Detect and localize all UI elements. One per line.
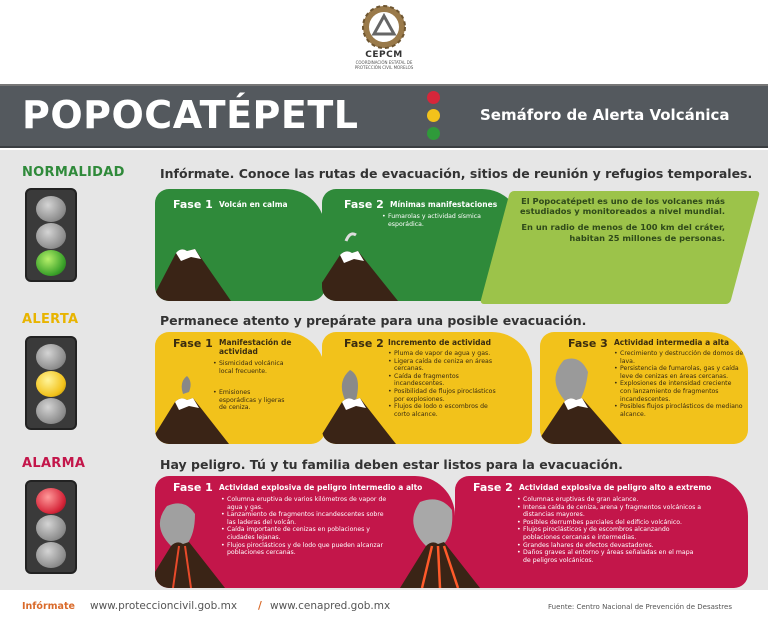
- list-item: • Columna eruptiva de varios kilómetros de vapor de agua y gas.: [221, 496, 391, 511]
- phase-title: Fase 1: [173, 481, 213, 494]
- phase-title: Fase 2: [344, 337, 384, 350]
- list-item: • Flujos piroclásticos y de escombros alcanzando poblaciones cercanas e intermedias.: [517, 526, 702, 541]
- info-text: [520, 196, 725, 243]
- logo-subtitle: COORDINACIÓN ESTATAL DE PROTECCIÓN CIVIL MORELOS: [354, 60, 414, 70]
- phase-items: [382, 213, 482, 228]
- yellow-light-icon: [427, 109, 440, 122]
- phase-card-alarma-2: [455, 476, 748, 588]
- phase-card-normalidad-1: [155, 189, 325, 301]
- lamp-off-icon: [36, 344, 66, 370]
- list-item: • Posibilidad de flujos piroclásticos por explosiones.: [388, 388, 496, 403]
- list-item: • Flujos piroclásticos y de lodo que pueden alcanzar poblaciones cercanas.: [221, 542, 391, 557]
- phase-subtitle: Actividad explosiva de peligro intermedio a alto: [219, 483, 423, 492]
- volcano-icon: [322, 227, 398, 301]
- phase-subtitle: Manifestación de actividad: [219, 338, 292, 356]
- phase-card-alerta-3: [540, 332, 748, 444]
- cepcm-logo: [350, 4, 418, 76]
- lamp-off-icon: [36, 223, 66, 249]
- lamp-red-icon: [36, 488, 66, 514]
- green-light-icon: [427, 127, 440, 140]
- lamp-off-icon: [36, 515, 66, 541]
- phase-items: [614, 350, 744, 418]
- section-headline-alerta: Permanece atento y prepárate para una posible evacuación.: [160, 313, 587, 328]
- list-item: • Explosiones de intensidad creciente con lanzamiento de fragmentos incandescentes.: [614, 380, 744, 403]
- footer-source: Fuente: Centro Nacional de Prevención de Desastres: [548, 603, 732, 611]
- lamp-off-icon: [36, 542, 66, 568]
- lamp-green-icon: [36, 250, 66, 276]
- page-title: POPOCATÉPETL: [22, 93, 359, 137]
- info-paragraph-2: En un radio de menos de 100 km del cráter, habitan 25 millones de personas.: [521, 222, 725, 243]
- list-item: • Posibles derrumbes parciales del edificio volcánico.: [517, 519, 702, 527]
- list-item: • Caída de fragmentos incandescentes.: [388, 373, 496, 388]
- info-paragraph-1: El Popocatépetl es uno de los volcanes más estudiados y monitoreados a nivel mundial.: [520, 196, 725, 217]
- traffic-light-normalidad: [25, 188, 77, 282]
- phase-subtitle: Actividad intermedia a alta: [614, 338, 730, 347]
- phase-subtitle: Mínimas manifestaciones: [390, 200, 498, 209]
- list-item: • Pluma de vapor de agua y gas.: [388, 350, 496, 358]
- traffic-light-alerta: [25, 336, 77, 430]
- header-banner: [0, 84, 768, 148]
- phase-subtitle: Actividad explosiva de peligro alto a extremo: [519, 483, 712, 492]
- footer-separator: /: [258, 600, 262, 612]
- volcano-icon: [540, 350, 622, 444]
- section-label-alerta: ALERTA: [22, 312, 79, 327]
- traffic-light-alarma: [25, 480, 77, 574]
- list-item: • Lanzamiento de fragmentos incandescentes sobre las laderas del volcán.: [221, 511, 391, 526]
- list-item: • Flujos de lodo o escombros de corto alcance.: [388, 403, 496, 418]
- list-item: • Emisiones esporádicas y ligeras de ceniza.: [213, 389, 288, 412]
- list-item: • Sismicidad volcánica local frecuente.: [213, 360, 288, 375]
- lamp-off-icon: [36, 196, 66, 222]
- footer: [0, 596, 768, 621]
- section-headline-normalidad: Infórmate. Conoce las rutas de evacuación, sitios de reunión y refugios temporales.: [160, 166, 753, 181]
- list-item: • Crecimiento y destrucción de domos de lava.: [614, 350, 744, 365]
- phase-title: Fase 3: [568, 337, 608, 350]
- phase-subtitle: Incremento de actividad: [388, 338, 491, 347]
- list-item: • Caída importante de cenizas en poblaciones y ciudades lejanas.: [221, 526, 391, 541]
- phase-title: Fase 2: [473, 481, 513, 494]
- footer-link-cenapred[interactable]: www.cenapred.gob.mx: [270, 600, 391, 612]
- lamp-yellow-icon: [36, 371, 66, 397]
- phase-title: Fase 2: [344, 198, 384, 211]
- volcano-icon: [155, 496, 225, 588]
- volcano-icon: [322, 362, 396, 444]
- list-item: • Persistencia de fumarolas, gas y caída leve de cenizas en áreas cercanas.: [614, 365, 744, 380]
- phase-items: [388, 350, 496, 418]
- footer-link-proteccioncivil[interactable]: www.proteccioncivil.gob.mx: [90, 600, 238, 612]
- lamp-off-icon: [36, 398, 66, 424]
- list-item: • Posibles flujos piroclásticos de mediano alcance.: [614, 403, 744, 418]
- phase-items: [221, 496, 391, 557]
- phase-card-alerta-2: [322, 332, 532, 444]
- footer-label: Infórmate: [22, 601, 75, 612]
- list-item: • Intensa caída de ceniza, arena y fragmentos volcánicos a distancias mayores.: [517, 504, 702, 519]
- phase-title: Fase 1: [173, 337, 213, 350]
- list-item: • Grandes lahares de efectos devastadores.: [517, 542, 702, 550]
- logo-acronym: CEPCM: [365, 50, 403, 60]
- shield-emblem-icon: [361, 4, 407, 50]
- volcano-icon: [155, 372, 229, 444]
- phase-title: Fase 1: [173, 198, 213, 211]
- list-item: • Fumarolas y actividad sísmica esporádica.: [382, 213, 482, 228]
- phase-subtitle: Volcán en calma: [219, 200, 288, 209]
- page-subtitle: Semáforo de Alerta Volcánica: [480, 106, 730, 124]
- volcano-icon: [400, 494, 480, 588]
- phase-items: [517, 496, 702, 564]
- list-item: • Ligera caída de ceniza en áreas cercanas.: [388, 358, 496, 373]
- section-label-alarma: ALARMA: [22, 456, 86, 471]
- section-headline-alarma: Hay peligro. Tú y tu familia deben estar listos para la evacuación.: [160, 457, 623, 472]
- volcano-icon: [155, 241, 231, 301]
- phase-card-alerta-1: [155, 332, 325, 444]
- section-label-normalidad: NORMALIDAD: [22, 165, 125, 180]
- red-light-icon: [427, 91, 440, 104]
- list-item: • Daños graves al entorno y áreas señaladas en el mapa de peligros volcánicos.: [517, 549, 702, 564]
- list-item: • Columnas eruptivas de gran alcance.: [517, 496, 702, 504]
